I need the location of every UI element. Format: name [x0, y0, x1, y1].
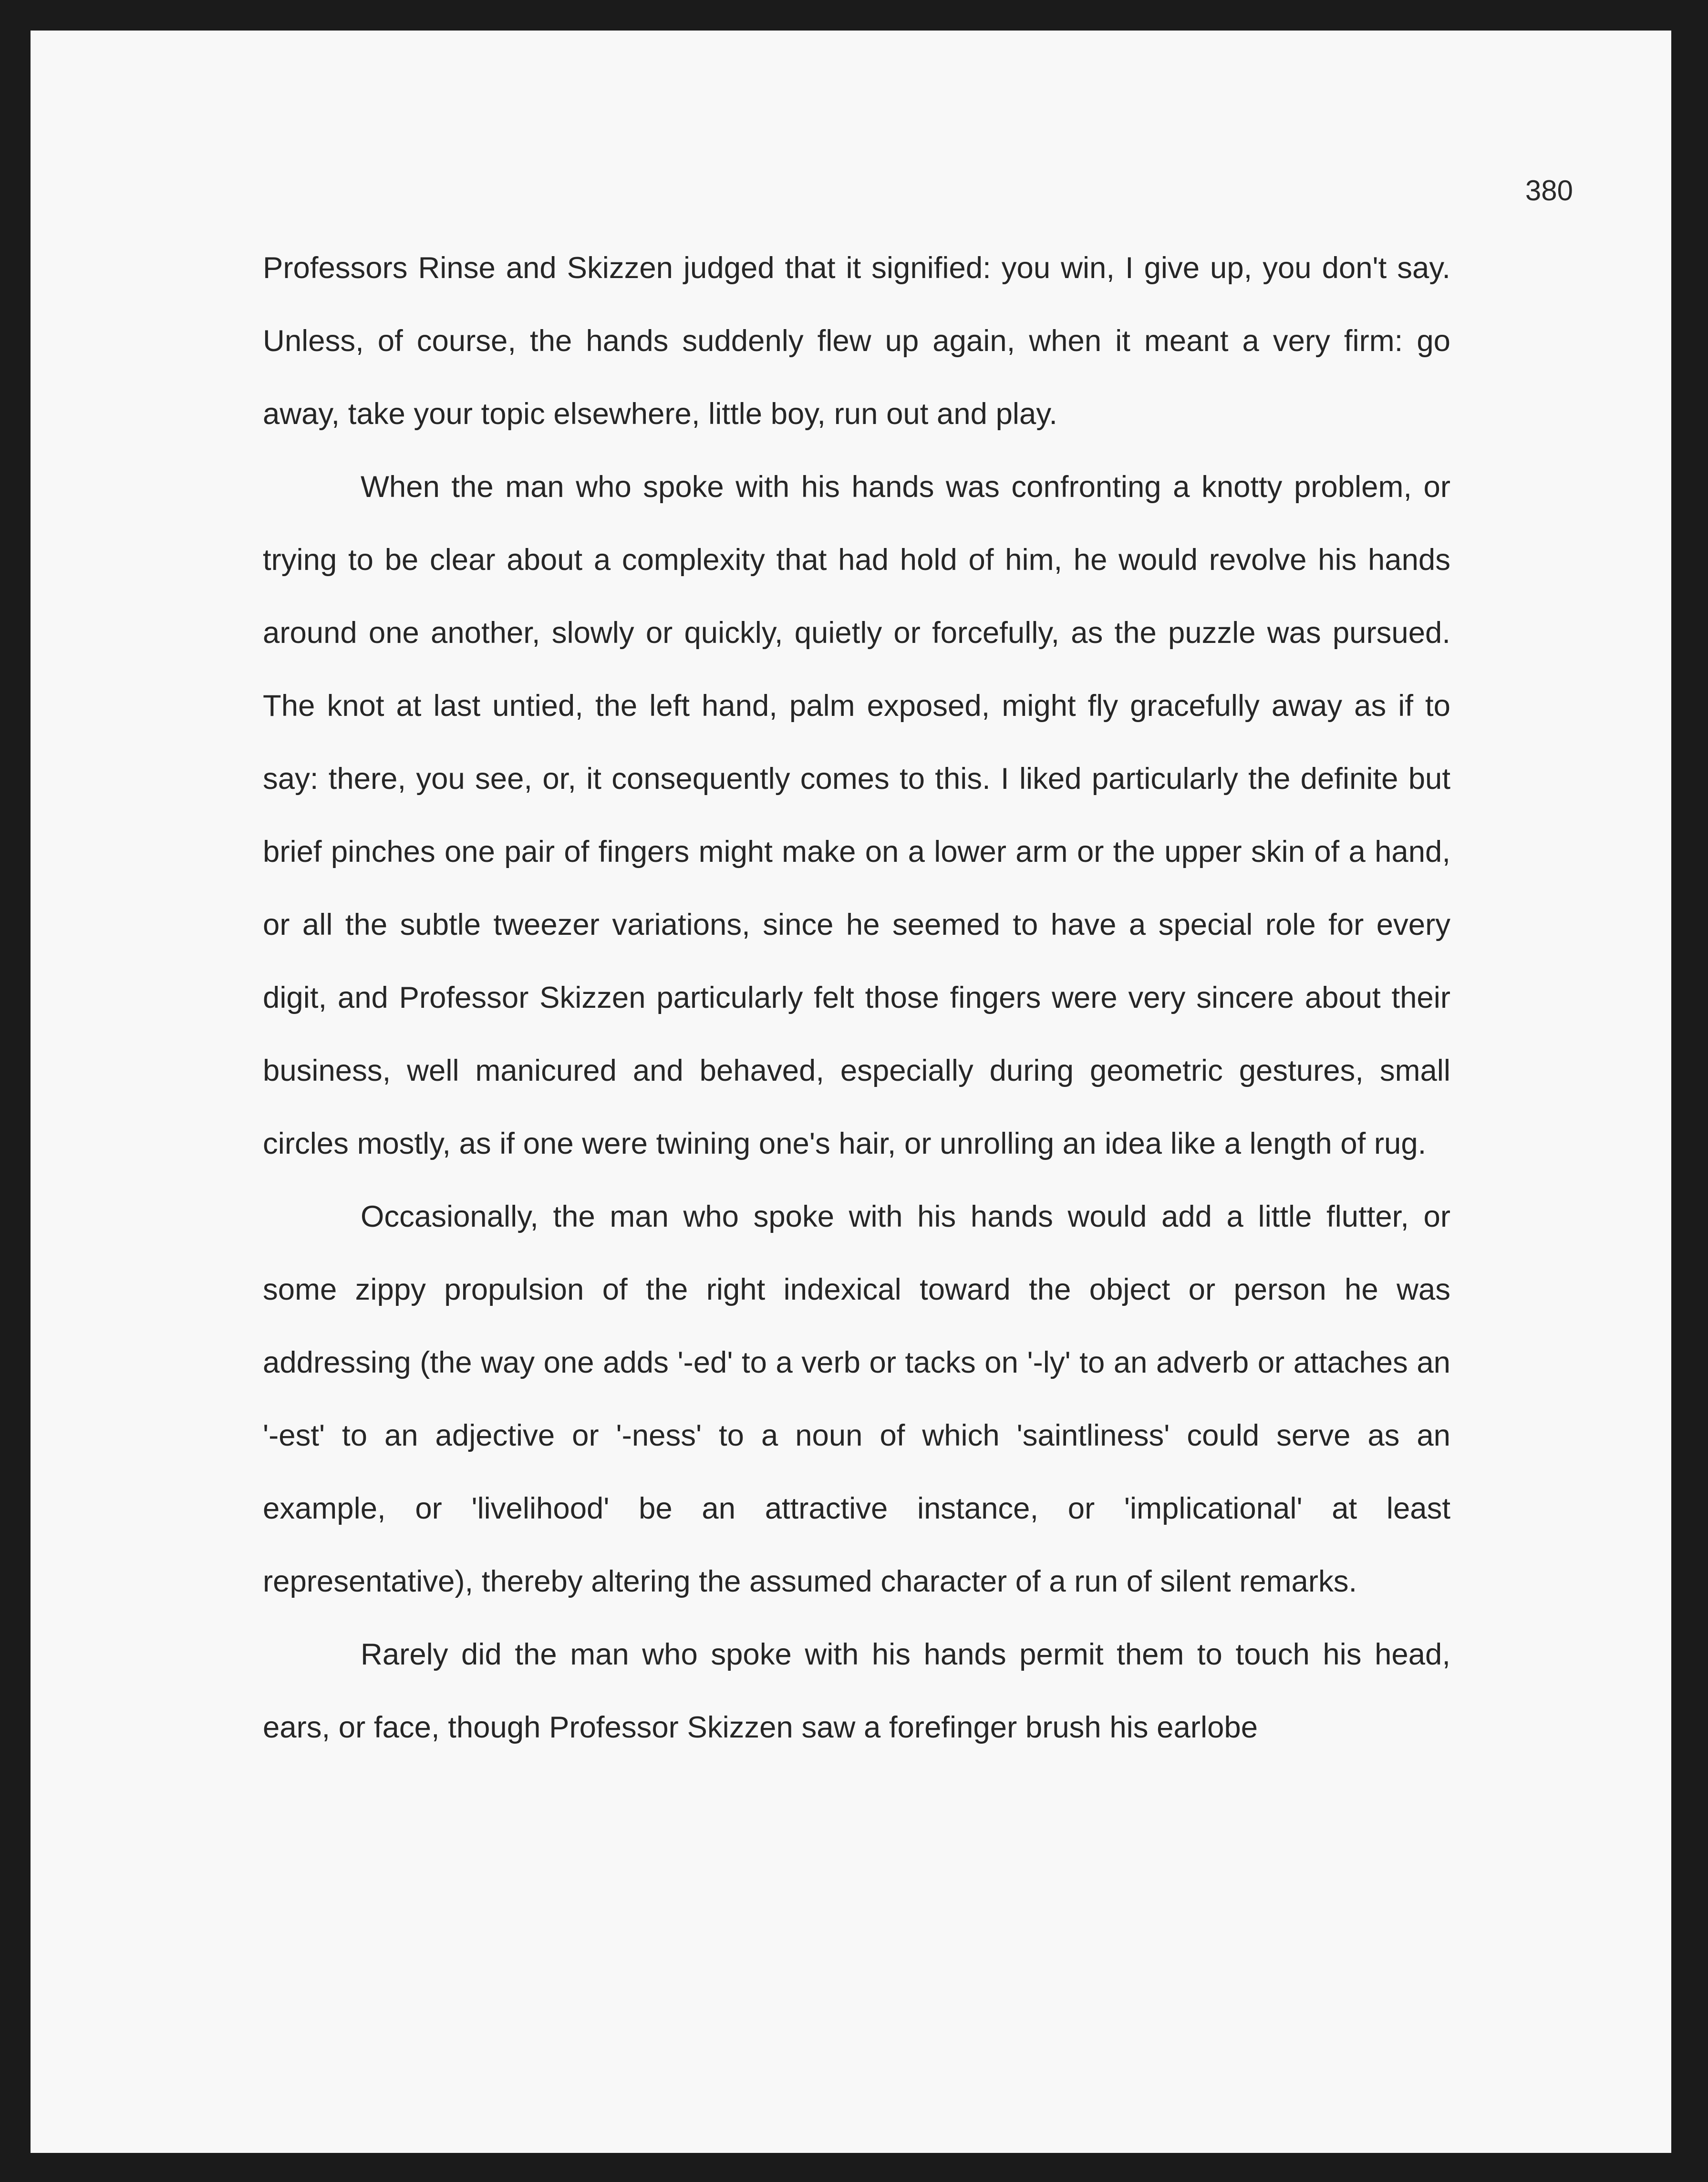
- paragraph-2: When the man who spoke with his hands was confronting a knotty problem, or trying to be clear about a complexity that had hold of him, he would revolve his hands around one another, slowly or quickly, quietly or forcefully, as the puzzle was pursued. The knot at last untied, the left hand, palm exposed, might fly gracefully away as if to say: there, you see, or, it consequently comes to this. I liked particularly the definite but brief pinches one pair of fingers might make on a lower arm or the upper skin of a hand, or all the subtle tweezer variations, since he seemed to have a special role for every digit, and Professor Skizzen particularly felt those fingers were very sincere about their business, well manicured and behaved, especially during geometric gestures, small circles mostly, as if one were twining one's hair, or unrolling an idea like a length of rug.: [263, 470, 1450, 1160]
- body-text: [263, 232, 1450, 1764]
- manuscript-page: [31, 31, 1671, 2153]
- paragraph-4: Rarely did the man who spoke with his hands permit them to touch his head, ears, or face, though Professor Skizzen saw a forefinger brush his earlobe: [263, 1638, 1450, 1744]
- paragraph-1: Professors Rinse and Skizzen judged that it signified: you win, I give up, you don't say. Unless, of course, the hands suddenly flew up again, when it meant a very firm: go away, take your topic elsewhere, little boy, run out and play.: [263, 251, 1450, 431]
- page-number: 380: [1525, 175, 1573, 207]
- paragraph-3: Occasionally, the man who spoke with his hands would add a little flutter, or some zippy propulsion of the right indexical toward the object or person he was addressing (the way one adds '-ed' to a verb or tacks on '-ly' to an adverb or attaches an '-est' to an adjective or '-ness' to a noun of which 'saintliness' could serve as an example, or 'livelihood' be an attractive instance, or 'implicational' at least representative), thereby altering the assumed character of a run of silent remarks.: [263, 1200, 1450, 1598]
